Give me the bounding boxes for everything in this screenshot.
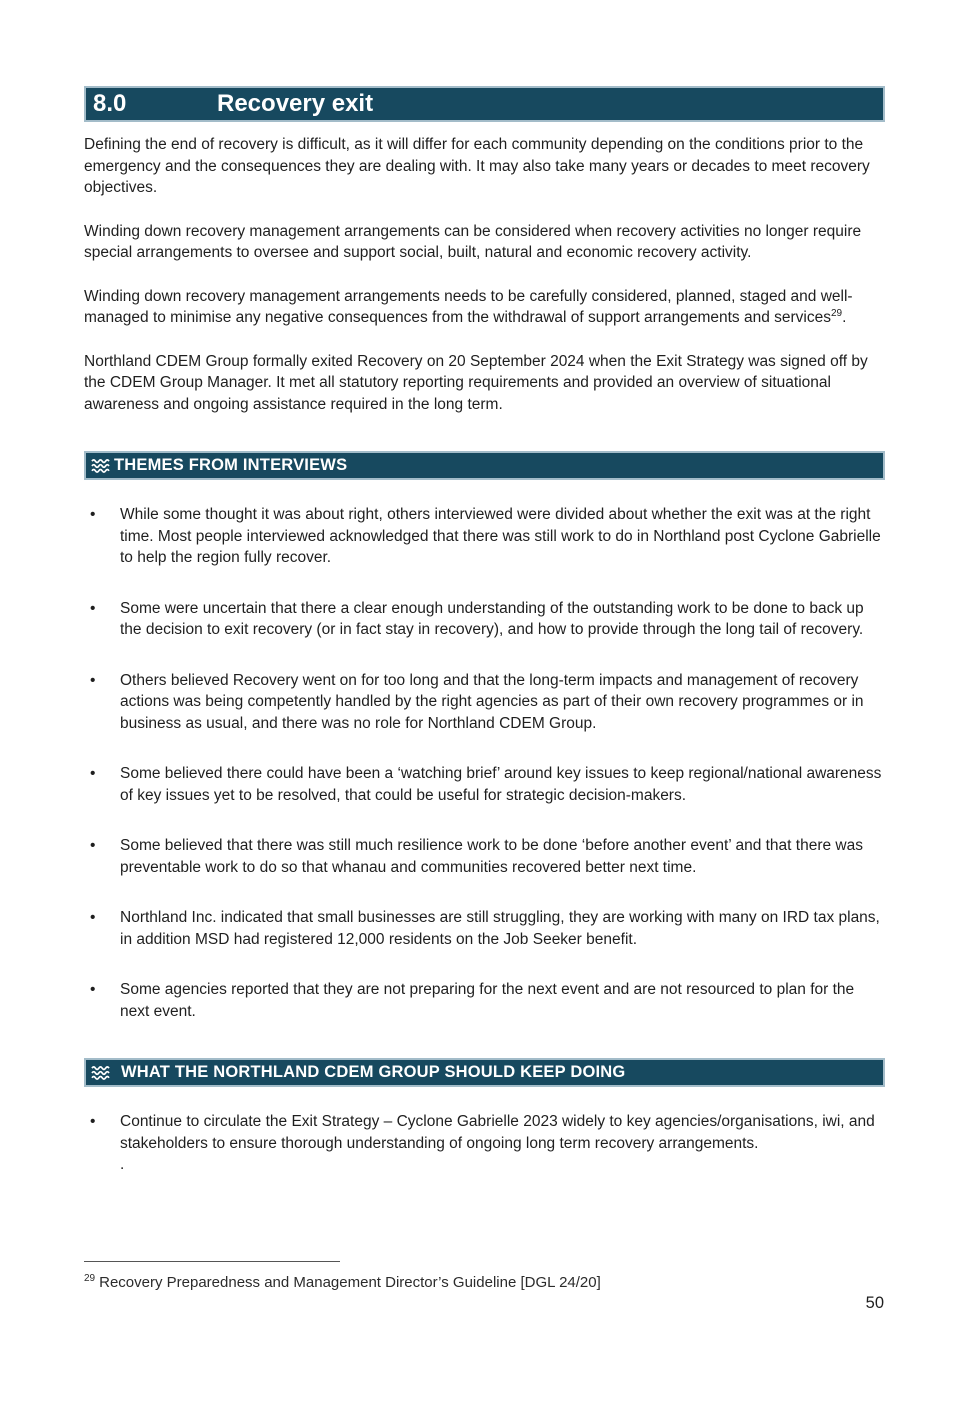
bullet-item [84, 504, 885, 569]
paragraph [84, 221, 885, 264]
bullet-marker: • [90, 671, 96, 689]
keep-doing-bullet-list [84, 1111, 885, 1154]
bullet-item [84, 1111, 885, 1154]
paragraph-text: . [842, 309, 847, 326]
bullet-item [84, 907, 885, 950]
bullet-marker: • [90, 909, 96, 926]
themes-bullet-list [84, 504, 885, 1022]
paragraph-text: Northland CDEM Group formally exited Recovery on 20 September 2024 when the Exit Strategy was signed off by the CDEM Group Manager. It met all statutory reporting requirements and provided an overview of situational awareness and ongoing assistance required in the long term. [84, 352, 868, 413]
paragraph [84, 351, 885, 416]
bullet-marker: • [90, 837, 96, 854]
waves-icon [91, 458, 112, 474]
bullet-marker: • [90, 765, 96, 782]
bullet-text: Some believed that there was still much resilience work to be done ‘before another event’ and that there was preventable work to do so that whanau and communities recovered better next time. [120, 837, 863, 876]
section-heading-label: WHAT THE NORTHLAND CDEM GROUP SHOULD KEEP DOING [121, 1063, 626, 1081]
footnote-marker: 29 [84, 1273, 96, 1284]
bullet-text: Some believed there could have been a ‘watching brief’ around key issues to keep regional/national awareness of key issues yet to be resolved, that could be useful for strategic decision-makers. [120, 765, 882, 804]
chapter-number: 8.0 [93, 90, 127, 117]
bullet-text: Continue to circulate the Exit Strategy – Cyclone Gabrielle 2023 widely to key agencies/organisations, iwi, and stakeholders to ensure thorough understanding of ongoing long term recovery arrangements. [120, 1113, 875, 1152]
bullet-item [84, 835, 885, 878]
paragraph [84, 286, 885, 329]
bullet-text: Northland Inc. indicated that small businesses are still struggling, they are working with many on IRD tax plans, in addition MSD had registered 12,000 residents on the Job Seeker benefit. [120, 909, 880, 948]
paragraph-text: Winding down recovery management arrangements needs to be carefully considered, planned, staged and well-managed to minimise any negative consequences from the withdrawal of support arrangements and services [84, 287, 853, 326]
section-heading-what-to-keep-doing [84, 1058, 885, 1087]
footnote-block [84, 1261, 885, 1291]
section-heading-themes-from-interviews [84, 451, 885, 480]
bullet-marker: • [90, 506, 96, 523]
bullet-item [84, 598, 885, 641]
bullet-marker: • [90, 1113, 96, 1130]
footnote-divider [84, 1261, 340, 1262]
chapter-title: Recovery exit [217, 90, 374, 117]
bullet-marker: • [90, 599, 96, 617]
paragraph-text: Defining the end of recovery is difficult, as it will differ for each community depending on the conditions prior to the emergency and the consequences they are dealing with. It may also take many years or decades to meet recovery objectives. [84, 136, 870, 196]
waves-icon [91, 1065, 112, 1081]
footnote-text: Recovery Preparedness and Management Director’s Guideline [DGL 24/20] [99, 1274, 601, 1291]
page-content [84, 86, 885, 1176]
bullet-text: Some agencies reported that they are not preparing for the next event and are not resourced to plan for the next event. [120, 981, 855, 1020]
bullet-item [84, 979, 885, 1022]
bullet-text: While some thought it was about right, others interviewed were divided about whether the exit was at the right time. Most people interviewed acknowledged that there was still work to do in Northland post Cyclone Gabrielle to help the region fully recover. [120, 506, 881, 566]
bullet-text: Others believed Recovery went on for too long and that the long-term impacts and management of recovery actions was being competently handled by the right agencies as part of their own recovery programmes or in business as usual, and there was no role for Northland CDEM Group. [120, 671, 864, 732]
paragraph [84, 134, 885, 199]
section-heading-label: THEMES FROM INTERVIEWS [114, 456, 348, 474]
chapter-title-bar [84, 86, 885, 122]
bullet-item [84, 763, 885, 806]
bullet-marker: • [90, 981, 96, 998]
footnote [84, 1274, 885, 1291]
paragraph-text: Winding down recovery management arrangements can be considered when recovery activities no longer require special arrangements to oversee and support social, built, natural and economic recovery activity. [84, 222, 862, 261]
footnote-reference: 29 [830, 307, 843, 319]
stray-period: . [120, 1156, 125, 1173]
bullet-text: Some were uncertain that there a clear enough understanding of the outstanding work to be done to back up the decision to exit recovery (or in fact stay in recovery), and how to provide through the long tail of recovery. [120, 599, 864, 638]
bullet-item [84, 670, 885, 735]
page-number: 50 [865, 1294, 884, 1312]
